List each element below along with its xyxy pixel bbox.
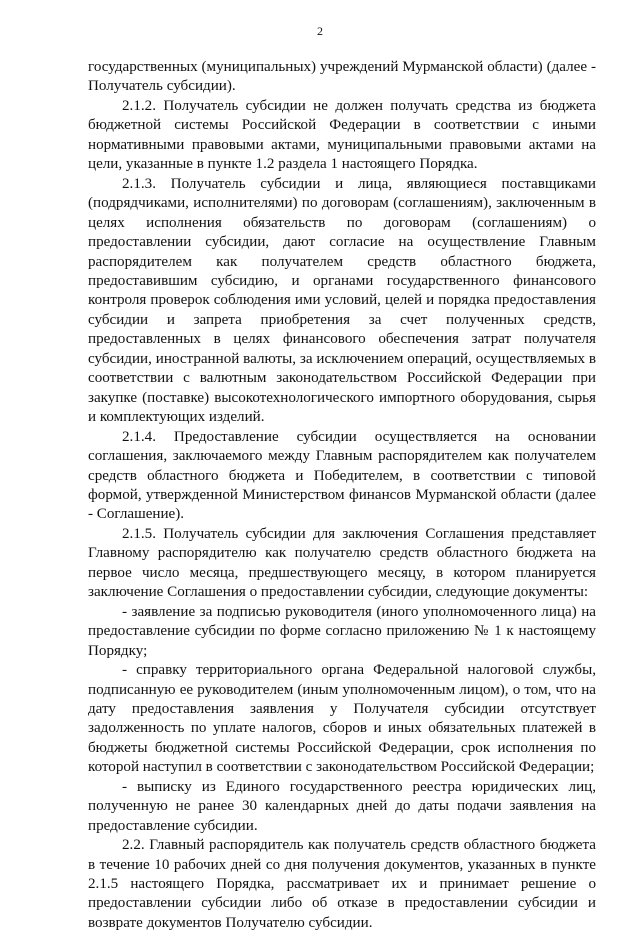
paragraph-2-1-4: 2.1.4. Предоставление субсидии осуществляется на основании соглашения, заключаемого между Главным распорядителем как получателем средств областного бюджета и Победителем, в соответствии с типовой формой, утвержденной Министерством финансов Мурманской области (далее - Соглашение). <box>88 428 596 523</box>
paragraph-continuation: государственных (муниципальных) учреждений Мурманской области) (далее - Получатель субсидии). <box>88 59 596 95</box>
paragraph-2-1-2: 2.1.2. Получатель субсидии не должен получать средства из бюджета бюджетной системы Российской Федерации в соответствии с иными нормативными правовыми актами, муниципальными правовыми актами на цели, указанные в пункте 1.2 раздела 1 настоящего Порядка. <box>88 97 596 173</box>
document-body <box>88 58 596 933</box>
list-item-registry-extract: - выписку из Единого государственного реестра юридических лиц, полученную не ранее 30 календарных дней до даты подачи заявления на предоставление субсидии. <box>88 778 596 834</box>
paragraph-2-2: 2.2. Главный распорядитель как получатель средств областного бюджета в течение 10 рабочих дней со дня получения документов, указанных в пункте 2.1.5 настоящего Порядка, рассматривает их и принимает решение о предоставлении субсидии либо об отказе в предоставлении субсидии и возврате документов Получателю субсидии. <box>88 837 596 931</box>
paragraph-2-1-5: 2.1.5. Получатель субсидии для заключения Соглашения представляет Главному распорядителю как получателю средств областного бюджета на первое число месяца, предшествующего месяцу, в котором планируется заключение Соглашения о предоставлении субсидии, следующие документы: <box>88 525 596 601</box>
list-item-tax-certificate: - справку территориального органа Федеральной налоговой службы, подписанную ее руководителем (иным уполномоченным лицом), о том, что на дату предоставления заявления у Получателя субсидии отсутствует задолженность по уплате налогов, сборов и иных обязательных платежей в бюджеты бюджетной системы Российской Федерации, срок исполнения по которой наступил в соответствии с законодательством Российской Федерации; <box>88 662 596 776</box>
list-item-application: - заявление за подписью руководителя (иного уполномоченного лица) на предоставление субсидии по форме согласно приложению № 1 к настоящему Порядку; <box>88 603 596 659</box>
page-number: 2 <box>317 24 323 38</box>
paragraph-2-1-3: 2.1.3. Получатель субсидии и лица, являющиеся поставщиками (подрядчиками, исполнителями) по договорам (соглашениям), заключенным в целях исполнения обязательств по договорам (соглашениям) о предоставлении субсидии, дают согласие на осуществление Главным распорядителем как получателем средств областного бюджета, предоставившим субсидию, и органами государственного финансового контроля проверок соблюдения ими условий, целей и порядка предоставления субсидии и запрета приобретения за счет полученных средств, предоставленных в целях финансового обеспечения затрат получателя субсидии, иностранной валюты, за исключением операций, осуществляемых в соответствии с валютным законодательством Российской Федерации при закупке (поставке) высокотехнологического импортного оборудования, сырья и комплектующих изделий. <box>88 175 596 426</box>
